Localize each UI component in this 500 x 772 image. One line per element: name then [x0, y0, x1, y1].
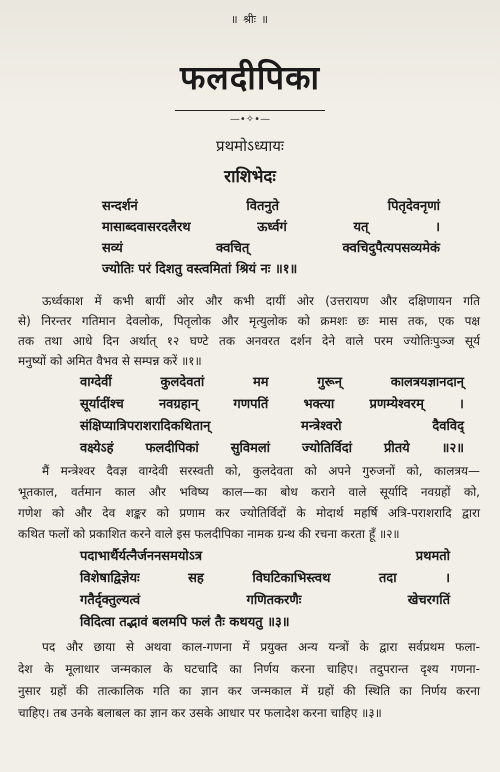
verse-line: ज्योतिः परं दिशतु वस्त्वमितां श्रियं नः ॥१॥: [102, 262, 298, 277]
prose-line: चाहिए। तब उनके बलाबल का ज्ञान कर उसके आधार पर फलादेश करना चाहिए ॥३॥: [18, 706, 382, 720]
prose-line: देश के मूलाधार जन्मकाल के घटचादि का निर्णय करना चाहिए। तदुपरान्त दृश्य गणना-: [18, 662, 480, 676]
page-title: फलदीपिका: [179, 58, 321, 97]
verse-line: संक्षिप्यात्रिपराशरादिकथितान् मन्त्रेश्वरो दैवविद्: [80, 419, 464, 434]
prose-line: भूतकाल, वर्तमान काल और भविष्य काल—का बोध कराने वाले सूर्यादि नवग्रहों को,: [18, 485, 480, 499]
section-heading: राशिभेदः: [224, 167, 276, 187]
chapter-heading: प्रथमोऽध्यायः: [216, 137, 284, 155]
invocation: ॥ श्रीः ॥: [230, 13, 270, 26]
prose-line: कथित फलों को प्रकाशित करने वाले इस फलदीपिका नामक ग्रन्थ की रचना करता हूँ ॥२॥: [18, 527, 400, 541]
title-rule: [175, 110, 325, 111]
verse-line: वक्ष्येऽहं फलदीपिकां सुविमलां ज्योतिर्विदां प्रीतये ॥२॥: [80, 441, 464, 456]
verse-line: मासाब्दवासरदलैरथ ऊर्ध्वगं यत् ।: [102, 220, 440, 235]
prose-line: गणेश को और देव शङ्कर को प्रणाम कर ज्योतिर्विदों के मोदार्थ महर्षि अत्रि-पराशरादि द्वारा: [18, 506, 480, 520]
verse-line: विशेषाद्विज्ञेयः सह विघटिकाभिस्त्वथ तदा ।: [80, 571, 450, 586]
verse-line: सूर्यादींश्च नवग्रहान् गणपतिं भक्त्या प्रणम्येश्वरम् ।: [80, 397, 464, 412]
verse-line: पदाभार्थैर्यत्नैर्जननसमयोऽत्र प्रथमतो: [80, 549, 450, 564]
verse-line: सन्दर्शनं वितनुते पितृदेवनृणां: [102, 199, 440, 214]
ornament-divider: —•✧•—: [229, 114, 271, 125]
verse-line: विदित्वा तद्भावं बलमपि फलं तैः कथयतु ॥३॥: [80, 615, 290, 630]
prose-line: नुसार ग्रहों की तात्कालिक गति का ज्ञान कर जन्मकाल में ग्रहों की स्थिति का निर्णय करना: [18, 684, 480, 698]
prose-line: से) निरन्तर गतिमान देवलोक, पितृलोक और मृत्युलोक को क्रमशः छः मास तक, एक पक्ष: [18, 314, 480, 328]
verse-line: गतैर्दृक्तुल्यत्वं गणितकरणैः खेचरगतिं: [80, 593, 450, 608]
prose-line: मैं मन्त्रेश्वर दैवज्ञ वाग्देवी सरस्वती को, कुलदेवता को अपने गुरुजनों को, कालत्रय—: [42, 464, 480, 478]
prose-line: तक तथा आधे दिन अर्थात् १२ घण्टे तक अनवरत दर्शन देने वाले परम ज्योतिःपुञ्ज सूर्य: [18, 334, 480, 348]
verse-line: सव्यं क्वचित् क्वचिदुपैत्यपसव्यमेकं: [102, 241, 440, 256]
prose-line: मनुष्यों को अमित वैभव से सम्पन्न करें ॥१॥: [18, 354, 202, 368]
verse-line: वाग्देवीं कुलदेवतां मम गुरून् कालत्रयज्ञानदान्: [80, 375, 464, 390]
prose-line: पद और छाया से अथवा काल-गणना में प्रयुक्त अन्य यन्त्रों के द्वारा सर्वप्रथम फला-: [42, 640, 480, 654]
prose-line: ऊर्ध्वकाश में कभी बायीं ओर और कभी दायीं ओर (उत्तरायण और दक्षिणायन गति: [42, 294, 480, 308]
